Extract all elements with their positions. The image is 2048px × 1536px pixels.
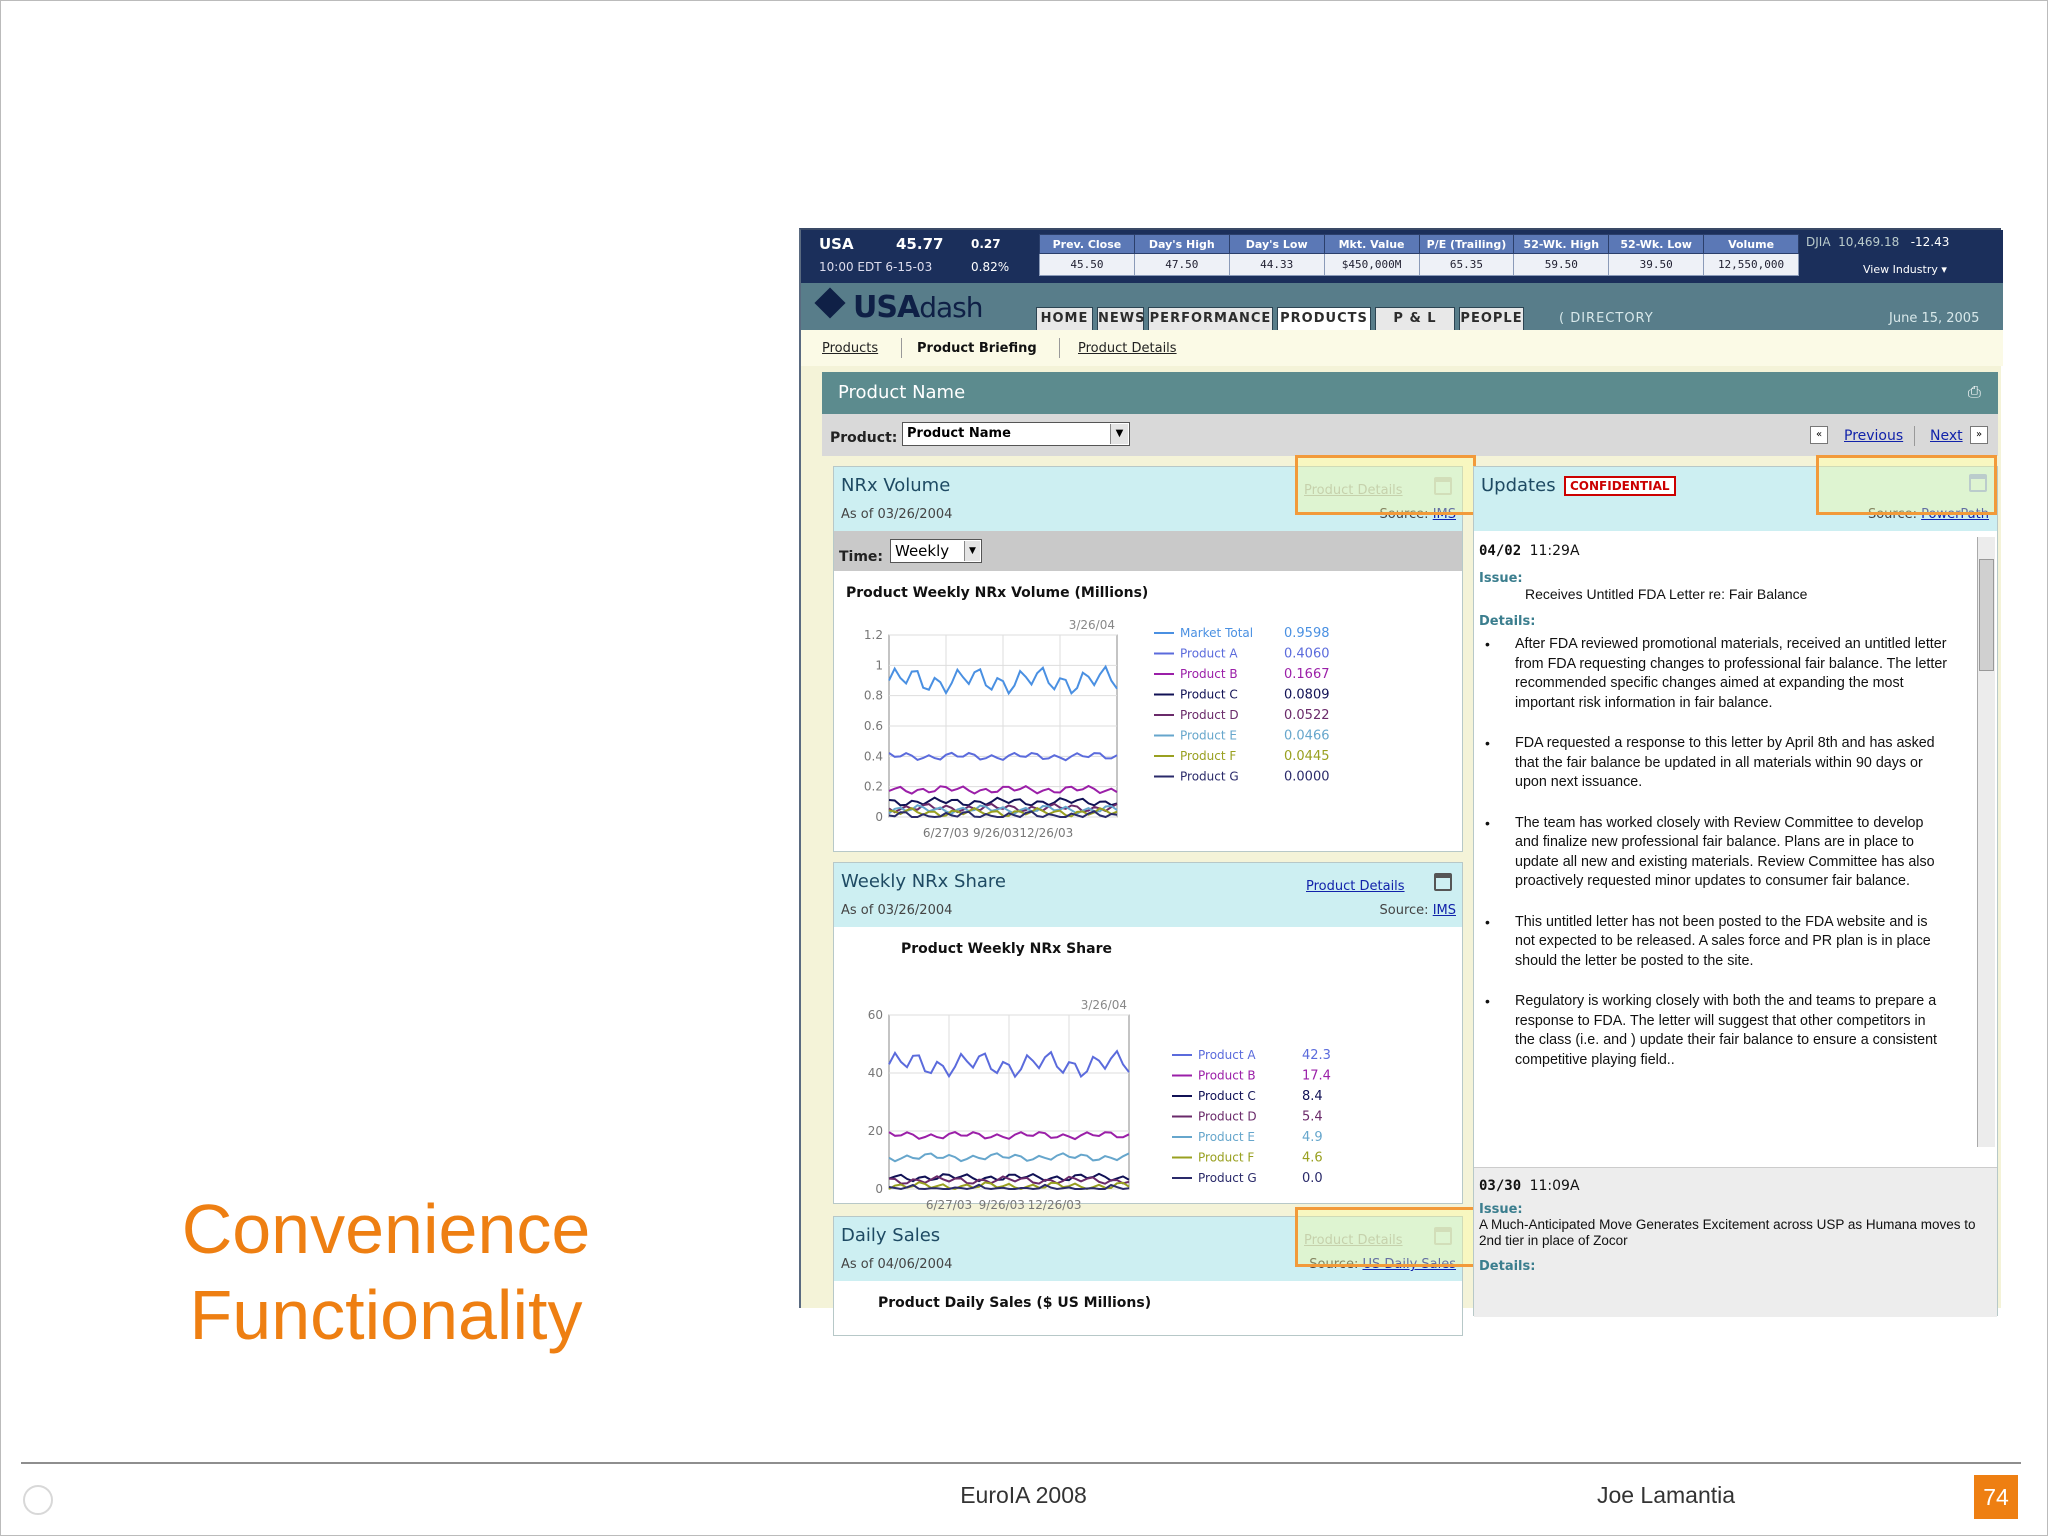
djia-change: -12.43 — [1910, 235, 1950, 249]
legend-value: 5.4 — [1302, 1109, 1323, 1125]
previous-link[interactable]: Previous — [1844, 428, 1904, 444]
y-tick-label: 0.6 — [863, 719, 883, 733]
product-title-bar — [822, 372, 1998, 414]
legend-label: Product C — [1198, 1089, 1256, 1103]
ticker-price: 45.77 — [896, 235, 944, 253]
djia-readout — [1806, 235, 1949, 249]
chart-title: Product Weekly NRx Volume (Millions) — [846, 585, 1149, 601]
view-industry-dropdown[interactable]: View Industry ▾ — [1863, 263, 1947, 276]
product-select-value: Product Name — [907, 426, 1011, 441]
print-icon[interactable] — [1969, 474, 1987, 492]
tab-home[interactable]: HOME — [1036, 307, 1093, 330]
time-label: Time: — [839, 549, 884, 565]
highlight-box — [1295, 1207, 1476, 1267]
sub-nav — [801, 330, 2003, 366]
time-select-value: Weekly — [895, 542, 950, 560]
details-bullet: • This untitled letter has not been posted to the FDA website and is not expected to be released. A sales force and PR plan is in place should the letter be posted to the site. — [1479, 913, 1949, 972]
issue-label: Issue: — [1479, 1202, 1523, 1217]
scrollbar[interactable] — [1977, 537, 1995, 1147]
y-tick-label: 1.2 — [863, 628, 883, 642]
legend-label: Product A — [1180, 646, 1238, 661]
time-bar — [834, 531, 1462, 571]
tab-people[interactable]: PEOPLE — [1459, 307, 1524, 330]
updates-panel — [1473, 466, 1998, 1316]
chart-title: Product Weekly NRx Share — [901, 941, 1112, 957]
details-label: Details: — [1479, 1259, 1536, 1274]
legend-label: Product F — [1198, 1150, 1255, 1165]
product-details-link[interactable]: Product Details — [1304, 1233, 1403, 1248]
panel-as-of: As of 04/06/2004 — [841, 1257, 953, 1272]
ticker-pct-change: 0.82% — [971, 260, 1010, 274]
ticker-col-header: P/E (Trailing) — [1419, 235, 1514, 254]
ticker-cell: $450,000M — [1324, 254, 1419, 276]
x-tick-label: 9/26/03 — [978, 1198, 1025, 1212]
logo-suffix: dash — [919, 291, 983, 324]
issue-label: Issue: — [1479, 571, 1523, 586]
legend-value: 4.6 — [1302, 1150, 1323, 1166]
update-time: 11:29A — [1529, 543, 1580, 559]
page-number: 74 — [1974, 1475, 2018, 1519]
logo-diamond-icon — [814, 287, 845, 318]
update-date — [1479, 543, 1949, 559]
source-link[interactable]: PowerPath — [1921, 507, 1989, 522]
ticker-cell: 39.50 — [1609, 254, 1704, 276]
legend-value: 0.0809 — [1284, 687, 1330, 703]
legend-value: 0.0522 — [1284, 708, 1330, 723]
chevron-down-icon[interactable]: ▼ — [964, 541, 980, 561]
details-bullet: • After FDA reviewed promotional materials, received an untitled letter from FDA requesting changes to professional fair balance. The letter recommended specific changes aimed at expanding the most important risk information in fair balance. — [1479, 635, 1949, 713]
x-tick-label: 6/27/03 — [925, 1198, 973, 1212]
subnav-products-link[interactable]: Products — [822, 341, 879, 356]
y-tick-label: 0.8 — [863, 688, 883, 703]
ticker-col-header: Prev. Close — [1040, 235, 1135, 254]
legend-value: 0.0 — [1302, 1171, 1323, 1186]
ticker-symbol: USA — [819, 235, 854, 253]
x-tick-label: 9/26/03 — [973, 826, 1020, 840]
logo-icon — [23, 1485, 53, 1515]
legend-label: Product E — [1180, 728, 1237, 743]
ticker-cell: 65.35 — [1419, 254, 1514, 276]
legend-label: Product C — [1180, 687, 1238, 702]
ticker-cell: 45.50 — [1040, 254, 1135, 276]
nrx-share-panel — [833, 862, 1463, 1212]
chart-title: Product Daily Sales ($ US Millions) — [878, 1295, 1152, 1311]
panel-title: NRx Volume — [841, 475, 951, 496]
ticker-col-header: 52-Wk. High — [1514, 235, 1609, 254]
legend-label: Product E — [1198, 1130, 1255, 1144]
source-link[interactable]: IMS — [1432, 903, 1456, 918]
legend-value: 0.0466 — [1284, 728, 1330, 744]
update-date — [1479, 1178, 1979, 1194]
slide-title-line: Convenience — [181, 1190, 591, 1268]
legend-value: 0.0000 — [1284, 769, 1330, 785]
legend-label: Product D — [1198, 1109, 1257, 1124]
slide-title-line: Functionality — [189, 1276, 583, 1354]
subnav-details-link[interactable]: Product Details — [1078, 341, 1177, 356]
chart-date-label: 3/26/04 — [1068, 618, 1115, 632]
footer-event: EuroIA 2008 — [960, 1482, 1087, 1508]
product-label: Product: — [830, 430, 898, 446]
update-entry — [1474, 1167, 1997, 1317]
source-link[interactable]: IMS — [1432, 507, 1456, 522]
y-tick-label: 0.2 — [863, 779, 883, 794]
details-label: Details: — [1479, 614, 1536, 629]
panel-title: Weekly NRx Share — [841, 871, 1006, 892]
product-selector-bar — [822, 414, 1998, 456]
x-tick-label: 12/26/03 — [1027, 1198, 1082, 1212]
panel-as-of: As of 03/26/2004 — [841, 507, 953, 522]
source-label: Source: — [1379, 903, 1429, 918]
update-day: 03/30 — [1479, 1178, 1522, 1194]
legend-label: Product D — [1180, 708, 1239, 722]
details-bullet: • Regulatory is working closely with both the and teams to prepare a response to FDA. The letter will suggest that other competitors in the class (i.e. and ) update their fair balance to ensure a consistent competitive playing field.. — [1479, 992, 1949, 1070]
previous-icon[interactable]: « — [1810, 426, 1828, 444]
ticker-col-header: Day's Low — [1229, 235, 1324, 254]
ticker-time: 10:00 EDT 6-15-03 — [819, 260, 933, 274]
legend-value: 0.1667 — [1284, 667, 1330, 682]
subnav-briefing-current: Product Briefing — [917, 341, 1037, 356]
source-label: Source: — [1867, 507, 1917, 522]
issue-text: Receives Untitled FDA Letter re: Fair Balance — [1525, 586, 1808, 602]
highlight-box — [1295, 455, 1476, 515]
legend-value: 17.4 — [1302, 1068, 1331, 1084]
update-time: 11:09A — [1529, 1178, 1580, 1194]
ticker-cell: 44.33 — [1229, 254, 1324, 276]
ticker-col-header: Mkt. Value — [1324, 235, 1419, 254]
panel-source — [1380, 903, 1456, 918]
stock-ticker — [801, 230, 2003, 283]
nrx-share-chart — [834, 959, 1462, 1212]
source-link[interactable]: US Daily Sales — [1362, 1257, 1456, 1272]
y-tick-label: 20 — [867, 1124, 883, 1138]
ticker-col-header: Volume — [1704, 235, 1799, 254]
legend-value: 0.0445 — [1284, 749, 1330, 764]
print-icon[interactable]: ⎙ — [1968, 382, 1981, 401]
legend-label: Product B — [1198, 1068, 1256, 1083]
chart-date-label: 3/26/04 — [1080, 998, 1127, 1012]
legend-label: Product G — [1180, 769, 1239, 784]
y-tick-label: 0.4 — [863, 749, 883, 764]
confidential-badge: CONFIDENTIAL — [1564, 476, 1676, 496]
panel-as-of: As of 03/26/2004 — [841, 903, 953, 918]
x-tick-label: 6/27/03 — [922, 826, 970, 840]
issue-text: A Much-Anticipated Move Generates Excitement across USP as Humana moves to 2nd tier in place of Zocor — [1479, 1217, 1976, 1248]
legend-value: 0.4060 — [1284, 646, 1330, 662]
update-entry-body — [1479, 1178, 1979, 1274]
product-details-link[interactable]: Product Details — [1306, 879, 1405, 894]
footer-divider — [21, 1462, 2021, 1464]
subnav-divider — [901, 338, 902, 358]
y-tick-label: 1 — [875, 658, 883, 673]
tab-news[interactable]: NEWS — [1097, 307, 1144, 330]
highlight-box — [1816, 455, 1997, 515]
legend-value: 8.4 — [1302, 1089, 1323, 1104]
slide-title — [131, 1186, 641, 1358]
chevron-down-icon[interactable]: ▼ — [1110, 424, 1128, 444]
product-details-link[interactable]: Product Details — [1304, 483, 1403, 498]
djia-label: DJIA — [1806, 235, 1831, 249]
source-label: Source: — [1309, 1257, 1359, 1272]
nrx-volume-panel — [833, 466, 1463, 852]
panel-header — [834, 863, 1462, 927]
footer-author: Joe Lamantia — [1596, 1482, 1736, 1508]
djia-value: 10,469.18 — [1838, 235, 1900, 249]
nrx-volume-chart — [834, 607, 1462, 851]
product-select[interactable] — [902, 422, 1130, 446]
ticker-cell: 47.50 — [1134, 254, 1229, 276]
nav-date: June 15, 2005 — [1889, 311, 1980, 326]
product-title: Product Name — [838, 382, 966, 403]
legend-label: Product G — [1198, 1171, 1257, 1185]
ticker-col-header: Day's High — [1134, 235, 1229, 254]
y-tick-label: 0 — [875, 810, 883, 824]
update-entry — [1479, 543, 1949, 1091]
panel-title: Daily Sales — [841, 1225, 941, 1246]
legend-value: 0.9598 — [1284, 626, 1330, 641]
ticker-cell: 59.50 — [1514, 254, 1609, 276]
y-tick-label: 0 — [875, 1182, 883, 1196]
dashboard-screenshot — [799, 228, 2001, 1311]
source-label: Source: — [1379, 507, 1429, 522]
legend-label: Product B — [1180, 667, 1238, 681]
print-icon[interactable] — [1434, 873, 1452, 891]
ticker-cell: 12,550,000 — [1704, 254, 1799, 276]
legend-value: 4.9 — [1302, 1130, 1323, 1145]
details-list — [1479, 635, 1949, 1070]
next-icon[interactable]: » — [1970, 426, 1988, 444]
directory-link[interactable]: ( DIRECTORY — [1559, 311, 1654, 326]
pager-divider — [1914, 426, 1915, 446]
ticker-col-header: 52-Wk. Low — [1609, 235, 1704, 254]
legend-label: Product A — [1198, 1048, 1256, 1062]
next-link[interactable]: Next — [1930, 428, 1963, 444]
ticker-change: 0.27 — [971, 237, 1001, 251]
usadash-logo[interactable] — [819, 290, 982, 325]
tab-performance[interactable]: PERFORMANCE — [1148, 307, 1273, 330]
ticker-table — [1039, 234, 1799, 276]
details-bullet: • The team has worked closely with Review Committee to develop and finalize new professional fair balance. Plans are in place to update all new and existing materials. Review Committee has also proactively requested minor updates to consumer fair balance. — [1479, 814, 1949, 892]
x-tick-label: 12/26/03 — [1019, 826, 1074, 840]
tab-p-and-l[interactable]: P & L — [1375, 307, 1455, 330]
legend-label: Market Total — [1180, 626, 1254, 640]
subnav-divider — [1059, 338, 1060, 358]
legend-value: 42.3 — [1302, 1048, 1331, 1063]
y-tick-label: 40 — [867, 1066, 883, 1080]
tab-products[interactable]: PRODUCTS — [1277, 307, 1371, 331]
updates-title: Updates — [1481, 475, 1556, 496]
y-tick-label: 60 — [867, 1008, 883, 1022]
scrollbar-thumb[interactable] — [1979, 559, 1994, 671]
details-bullet: • FDA requested a response to this letter by April 8th and has asked that the fair balance be updated in all materials within 90 days or upon next issuance. — [1479, 734, 1949, 793]
logo-text: USA — [853, 290, 920, 325]
time-select[interactable] — [890, 539, 982, 563]
update-day: 04/02 — [1479, 543, 1522, 559]
legend-label: Product F — [1180, 749, 1237, 763]
